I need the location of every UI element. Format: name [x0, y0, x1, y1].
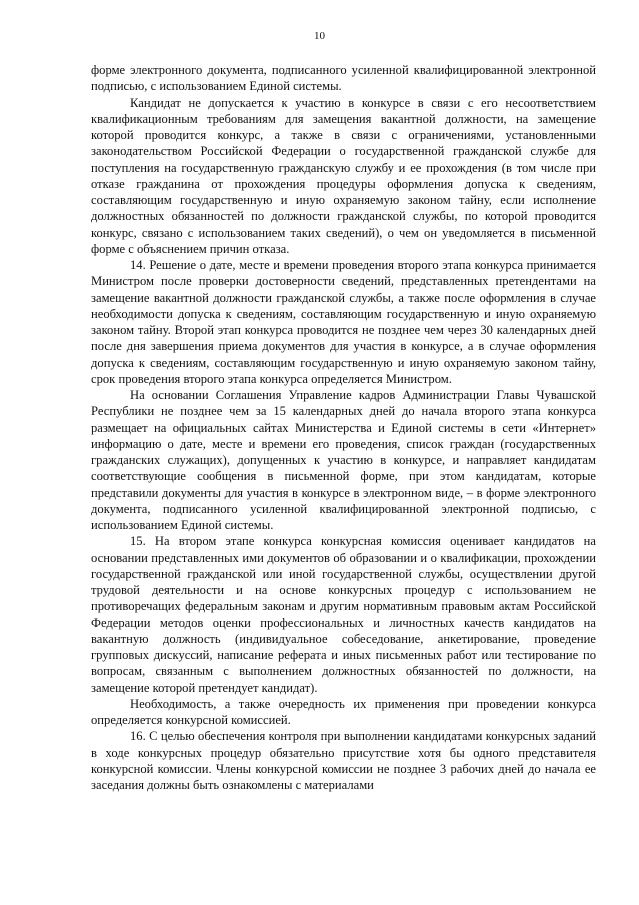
paragraph: 14. Решение о дате, месте и времени проведения второго этапа конкурса принимается Министром после проверки достоверности сведений, представленных претендентами на замещение вакантной должности гражданской службы, а также после оформления в случае необходимости допуска к сведениям, составляющим государственную и иную охраняемую законом тайну. Второй этап конкурса проводится не позднее чем через 30 календарных дней после дня завершения приема документов для участия в конкурсе, а в случае оформления допуска к сведениям, составляющим государственную и иную охраняемую законом тайну, срок проведения второго этапа конкурса определяется Министром. — [91, 258, 596, 386]
paragraph: 15. На втором этапе конкурса конкурсная комиссия оценивает кандидатов на основании представленных ими документов об образовании и о квалификации, прохождении государственной гражданской или иной государственной службы, осуществлении другой трудовой деятельности и на основе конкурсных процедур с использованием не противоречащих федеральным законам и другим нормативным правовым актам Российской Федерации методов оценки профессиональных и личностных качеств кандидатов на вакантную должность (индивидуальное собеседование, анкетирование, проведение групповых дискуссий, написание реферата и иных письменных работ или тестирование по вопросам, связанным с выполнением должностных обязанностей по должности, на замещение которой претендует кандидат). — [91, 534, 596, 695]
paragraph: На основании Соглашения Управление кадров Администрации Главы Чувашской Республики не позднее чем за 15 календарных дней до начала второго этапа конкурса размещает на официальных сайтах Министерства и Единой системы в сети «Интернет» информацию о дате, месте и времени его проведения, список граждан (государственных гражданских служащих), допущенных к участию в конкурсе, и направляет кандидатам соответствующие сообщения в письменной форме, при этом кандидатам, которые представили документы для участия в конкурсе в электронном виде, – в форме электронного документа, подписанного усиленной квалифицированной электронной подписью, с использованием Единой системы. — [91, 388, 596, 532]
paragraph: 16. С целью обеспечения контроля при выполнении кандидатами конкурсных заданий в ходе конкурсных процедур обязательно присутствие хотя бы одного представителя конкурсной комиссии. Члены конкурсной комиссии не позднее 3 рабочих дней до начала ее заседания должны быть ознакомлены с материалами — [91, 729, 596, 792]
page-number: 10 — [314, 30, 325, 42]
paragraph: Кандидат не допускается к участию в конкурсе в связи с его несоответствием квалификационным требованиям для замещения вакантной должности, на замещение которой проводится конкурс, а также в связи с ограничениями, установленными законодательством Российской Федерации о государственной гражданской службе для поступления на государственную гражданскую службу и ее прохождения (в том числе при отказе гражданина от прохождения процедуры оформления допуска к сведениям, составляющим государственную и иную охраняемую законом тайну, если исполнение должностных обязанностей по должности гражданской службы, по которой проводится конкурс, связано с использованием таких сведений), о чем он уведомляется в письменной форме с объяснением причин отказа. — [91, 95, 596, 256]
paragraph: Необходимость, а также очередность их применения при проведении конкурса определяется конкурсной комиссией. — [91, 696, 596, 727]
paragraph: форме электронного документа, подписанного усиленной квалифицированной электронной подписью, с использованием Единой системы. — [91, 63, 596, 94]
document-body — [91, 62, 596, 793]
